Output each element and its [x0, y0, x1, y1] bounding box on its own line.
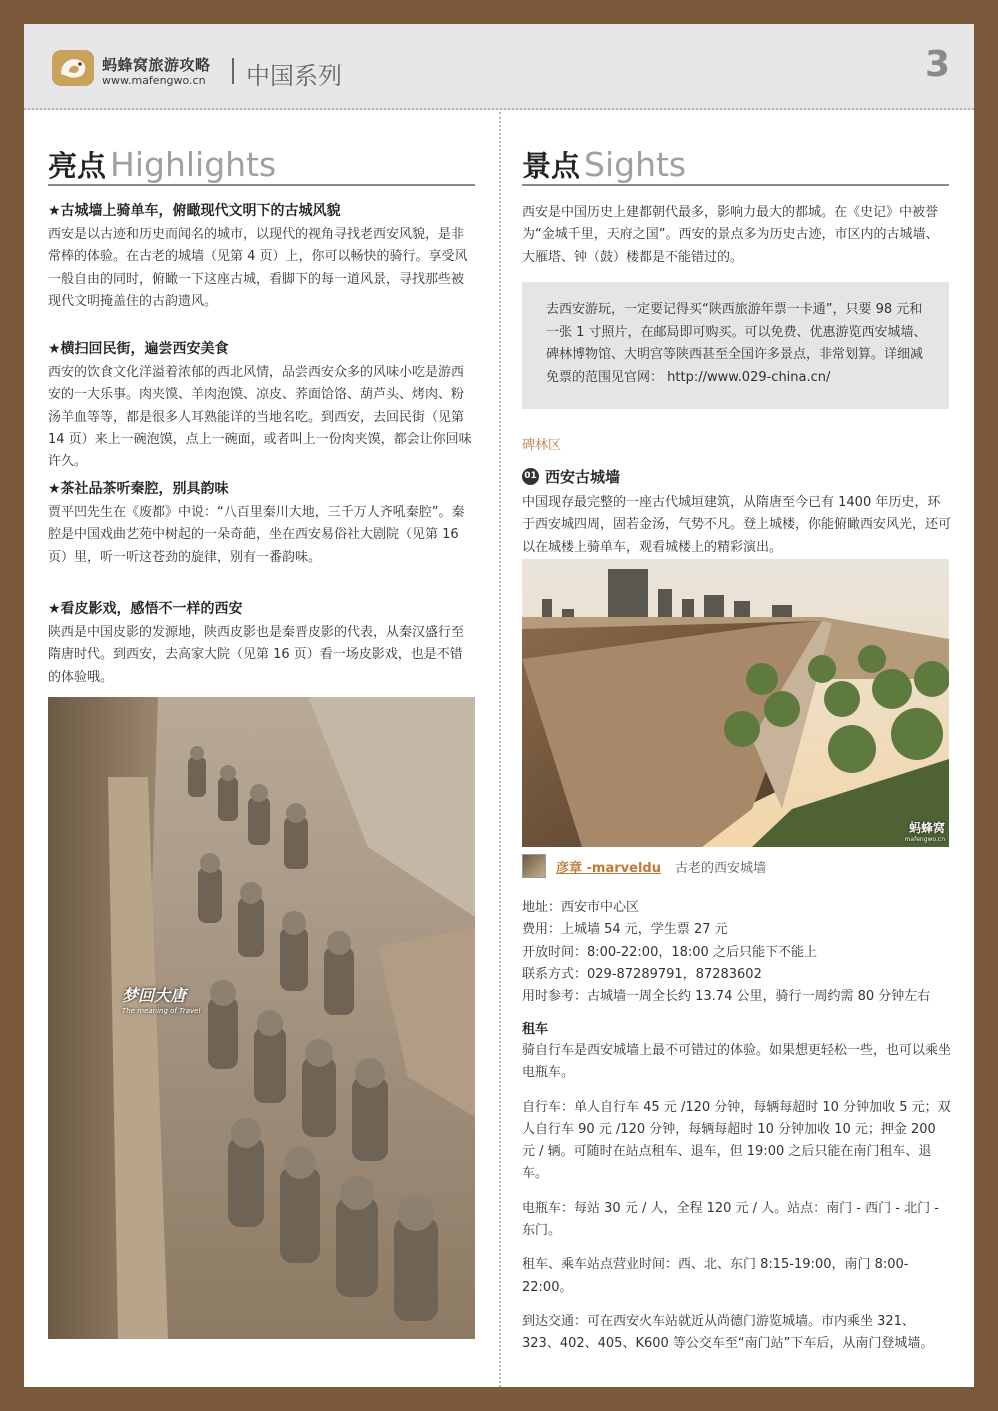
rental-paragraph: 到达交通：可在西安火车站就近从尚德门游览城墙。市内乘坐 321、323、402、405、K600 等公交车至“南门站”下车后，从南门登城墙。 [522, 1313, 934, 1352]
rental-heading: 租车 [522, 1022, 549, 1037]
highlights-heading [48, 144, 475, 186]
brand-url[interactable]: www.mafengwo.cn [102, 74, 206, 87]
ticket-tip-box [522, 282, 949, 409]
photo-watermark-brand: 蚂蜂窝 [908, 821, 945, 835]
photo-watermark [122, 983, 200, 1015]
rental-paragraph: 骑自行车是西安城墙上最不可错过的体验。如果想更轻松一些，也可以乘坐电瓶车。 [522, 1043, 952, 1081]
info-duration: 用时参考：古城墙一周全长约 13.74 公里，骑行一周约需 80 分钟左右 [522, 989, 931, 1005]
page [24, 24, 974, 1387]
page-header [24, 24, 974, 110]
sights-title-cn: 景点 [522, 149, 581, 183]
highlight-item [48, 200, 475, 313]
author-link[interactable]: 彦章 -marveldu [556, 860, 661, 876]
sights-heading [522, 144, 949, 186]
sights-title-en: Sights [584, 145, 687, 184]
rental-section [522, 1020, 952, 1368]
sights-intro [522, 202, 949, 269]
highlight-body: 西安的饮食文化洋溢着浓郁的西北风情，品尝西安众多的风味小吃是游西安的一大乐事。肉夹馍、羊肉泡馍、凉皮、荞面饸饹、葫芦头、烤肉、粉汤羊血等等，都是很多人耳熟能详的当地名吃。到西安，去回民街（见第 14 页）来上一碗泡馍，点上一碗面，或者叫上一份肉夹馍，都会让你回味许久。 [48, 365, 472, 470]
ticket-tip-text: 去西安游玩，一定要记得买“陕西旅游年票一卡通”，只要 98 元和一张 1 寸照片，在邮局即可购买。可以免费、优惠游览西安城墙、碑林博物馆、大明宫等陕西甚至全国许多景点，非常划算。详细减免票的范围见官网： http://www.029-china.cn/ [546, 302, 927, 385]
photo-credit [522, 854, 766, 878]
sight-name: 西安古城墙 [545, 468, 621, 486]
highlight-title: ★横扫回民街，遍尝西安美食 [48, 341, 229, 357]
highlight-title: ★茶社品茶听秦腔，别具韵味 [48, 481, 229, 497]
page-number: 3 [924, 44, 950, 85]
rental-paragraph: 租车、乘车站点营业时间：西、北、东门 8:15-19:00，南门 8:00-22:00。 [522, 1257, 909, 1295]
sight-info [522, 897, 930, 1008]
highlight-body: 陕西是中国皮影的发源地，陕西皮影也是秦晋皮影的代表，从秦汉盛行至隋唐时代。到西安，去高家大院（见第 16 页）看一场皮影戏，也是不错的体验哦。 [48, 625, 465, 685]
highlights-title-en: Highlights [110, 145, 277, 184]
column-divider [499, 112, 501, 1387]
photo-watermark-title: 梦回大唐 [122, 986, 187, 1005]
photo-watermark [905, 819, 945, 843]
photo-watermark-sub: The meaning of Travel [122, 1007, 201, 1015]
district-label: 碑林区 [522, 438, 562, 453]
sight-description [522, 492, 952, 559]
sight-description-text: 中国现存最完整的一座古代城垣建筑，从隋唐至今已有 1400 年历史，环于西安城四周，固若金汤，气势不凡。登上城楼，你能俯瞰西安风光，还可以在城楼上骑单车，观看城楼上的精彩演出。 [522, 495, 952, 555]
avatar[interactable] [522, 854, 546, 878]
highlight-item [48, 478, 475, 569]
info-hours: 开放时间：8:00-22:00，18:00 之后只能下不能上 [522, 944, 817, 960]
sight-heading [522, 466, 620, 487]
info-address: 地址：西安市中心区 [522, 900, 640, 915]
highlight-item [48, 598, 475, 689]
terracotta-warriors-photo [48, 697, 475, 1339]
terracotta-warriors-image [48, 697, 475, 1339]
highlight-body: 西安是以古迹和历史而闻名的城市，以现代的视角寻找老西安风貌，是非常棒的体验。在古老的城墙（见第 4 页）上，你可以畅快的骑行。享受风一般自由的同时，俯瞰一下这座古城，看脚下的每一道风景，寻找那些被现代文明掩盖住的古韵遗风。 [48, 227, 468, 309]
highlight-item [48, 338, 475, 473]
highlight-body: 贾平凹先生在《废都》中说：“八百里秦川大地，三千万人齐吼秦腔”。秦腔是中国戏曲艺苑中树起的一朵奇葩，坐在西安易俗社大剧院（见第 16 页）里，听一听这苍劲的旋律，别有一番韵味。 [48, 505, 465, 565]
city-wall-image [522, 559, 949, 847]
series-title: 中国系列 [246, 62, 342, 90]
rental-paragraph: 自行车：单人自行车 45 元 /120 分钟，每辆每超时 10 分钟加收 5 元；双人自行车 90 元 /120 分钟，每辆每超时 10 分钟加收 10 元；押金 200 元 / 辆。可随时在站点租车、退车，但 19:00 之后只能在南门租车、退车。 [522, 1099, 951, 1182]
sight-number-badge: 01 [522, 468, 539, 485]
sights-intro-text: 西安是中国历史上建都朝代最多，影响力最大的都城。在《史记》中被誉为“金城千里，天府之国”。西安的景点多为历史古迹，市区内的古城墙、大雁塔、钟（鼓）楼都是不能错过的。 [522, 205, 939, 265]
highlight-title: ★古城墙上骑单车，俯瞰现代文明下的古城风貌 [48, 203, 341, 219]
header-separator [232, 58, 234, 84]
brand-name: 蚂蜂窝旅游攻略 [102, 56, 211, 74]
rental-paragraph: 电瓶车：每站 30 元 / 人，全程 120 元 / 人。站点：南门 - 西门 - 北门 - 东门。 [522, 1200, 939, 1239]
info-contact: 联系方式：029-87289791，87283602 [522, 966, 762, 982]
photo-watermark-url: mafengwo.cn [904, 836, 945, 843]
highlights-title-cn: 亮点 [48, 149, 107, 183]
highlight-title: ★看皮影戏，感悟不一样的西安 [48, 601, 243, 617]
info-fee: 费用：上城墙 54 元，学生票 27 元 [522, 922, 728, 938]
city-wall-photo [522, 559, 949, 847]
mafengwo-logo-icon [52, 50, 94, 86]
photo-caption: 古老的西安城墙 [674, 860, 766, 876]
